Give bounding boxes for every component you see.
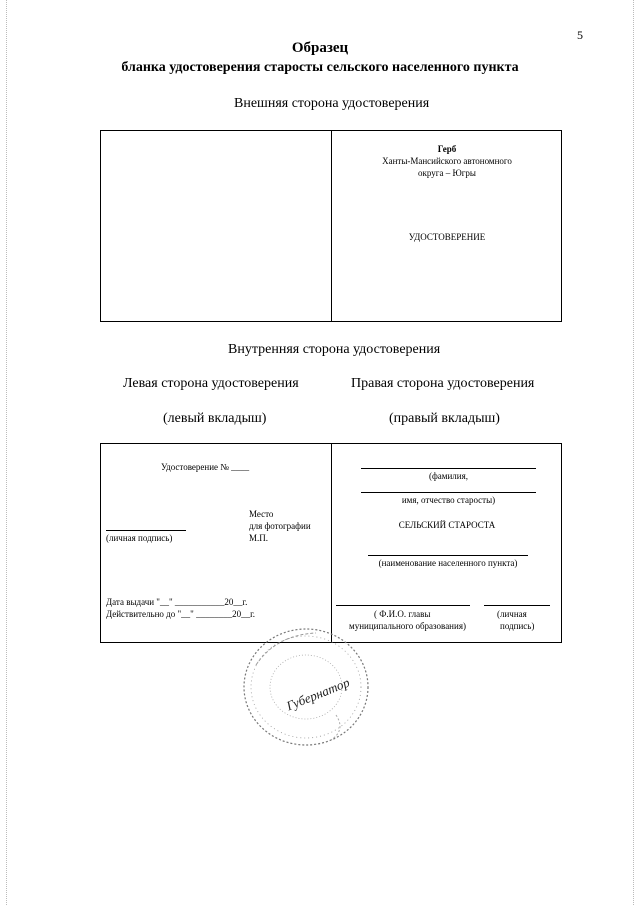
inner-side-heading: Внутренняя сторона удостоверения (228, 342, 441, 357)
stamp-text: Губернатор (284, 674, 352, 714)
issue-date: Дата выдачи "__" ___________20__г. (106, 597, 248, 607)
name-line (361, 492, 536, 493)
scan-edge-left (6, 0, 7, 905)
governor-stamp (236, 615, 386, 755)
left-insert-label: (левый вкладыш) (163, 411, 267, 426)
head-sign-line (484, 605, 550, 606)
photo-place-line2: для фотографии (249, 521, 311, 531)
role-title: СЕЛЬСКИЙ СТАРОСТА (398, 520, 496, 530)
document-title: Образец (291, 40, 349, 56)
head-fio-label2: муниципального образования) (349, 621, 466, 631)
settlement-line (368, 555, 528, 556)
seal-place: М.П. (249, 533, 269, 543)
outer-doc-title: УДОСТОВЕРЕНИЕ (408, 232, 486, 242)
head-sign-label: (личная (497, 609, 527, 619)
signature-line (106, 530, 186, 531)
settlement-name-label: (наименование населенного пункта) (378, 558, 518, 568)
head-sign-label2: подпись) (500, 621, 535, 631)
right-side-heading: Правая сторона удостоверения (351, 376, 535, 391)
document-subtitle: бланка удостоверения старосты сельского населенного пункта (121, 60, 519, 75)
right-insert-label: (правый вкладыш) (389, 411, 500, 426)
emblem-region-line2: округа – Югры (418, 168, 476, 178)
emblem-region-line: Ханты-Мансийского автономного (382, 156, 512, 166)
page-number: 5 (577, 28, 583, 42)
certificate-number: Удостоверение № ____ (161, 462, 250, 472)
surname-label: (фамилия, (428, 471, 469, 481)
name-patronymic-label: имя, отчество старосты) (401, 495, 496, 505)
stamp-graphic (236, 615, 386, 755)
left-side-heading: Левая сторона удостоверения (123, 376, 299, 391)
personal-signature-label: (личная подпись) (106, 533, 173, 543)
emblem-label: Герб (437, 144, 457, 154)
photo-place-line1: Место (249, 509, 274, 519)
valid-until: Действительно до "__" ________20__г. (106, 609, 255, 619)
head-fio-label: ( Ф.И.О. главы (374, 609, 431, 619)
scan-edge-right (633, 0, 634, 905)
surname-line (361, 468, 536, 469)
head-fio-line (336, 605, 470, 606)
outer-side-heading: Внешняя сторона удостоверения (234, 96, 430, 111)
inner-card-divider (331, 443, 332, 643)
